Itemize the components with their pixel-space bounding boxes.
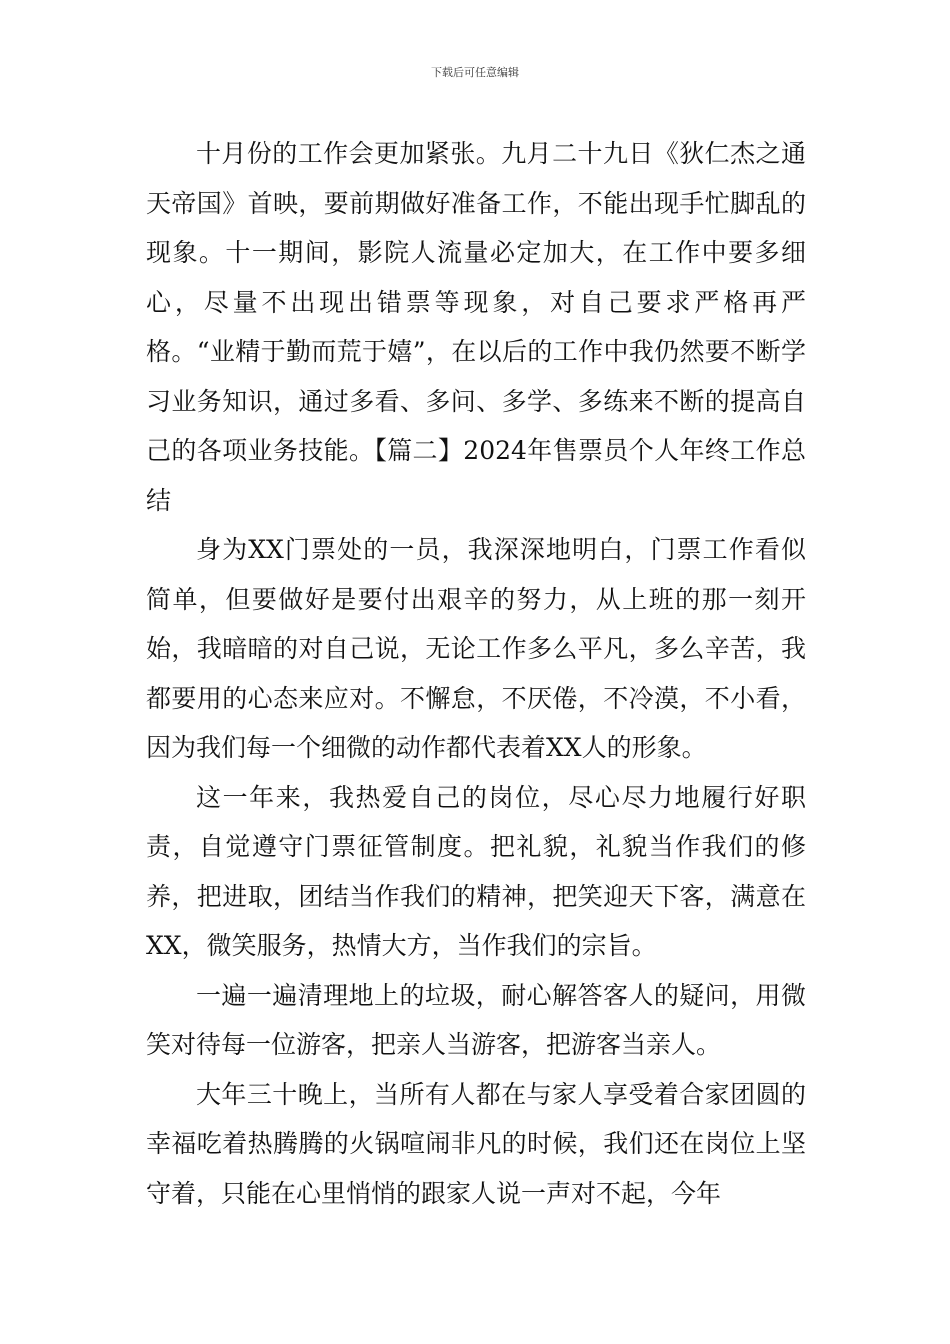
document-body	[146, 129, 806, 1218]
paragraph-4: 一遍一遍清理地上的垃圾，耐心解答客人的疑问，用微笑对待每一位游客，把亲人当游客，把游客当亲人。	[146, 980, 806, 1059]
paragraph-3: 这一年来，我热爱自己的岗位，尽心尽力地履行好职责，自觉遵守门票征管制度。把礼貌，礼貌当作我们的修养，把进取，团结当作我们的精神，把笑迎天下客，满意在XX，微笑服务，热情大方，当作我们的宗旨。	[146, 782, 806, 960]
paragraph-2: 身为XX门票处的一员，我深深地明白，门票工作看似简单，但要做好是要付出艰辛的努力，从上班的那一刻开始，我暗暗的对自己说，无论工作多么平凡，多么辛苦，我都要用的心态来应对。不懈怠，不厌倦，不冷漠，不小看，因为我们每一个细微的动作都代表着XX人的形象。	[146, 535, 806, 762]
paragraph-5: 大年三十晚上，当所有人都在与家人享受着合家团圆的幸福吃着热腾腾的火锅喧闹非凡的时候，我们还在岗位上坚守着，只能在心里悄悄的跟家人说一声对不起，今年	[146, 1079, 806, 1208]
page-header: 下载后可任意编辑	[431, 66, 519, 79]
paragraph-1: 十月份的工作会更加紧张。九月二十九日《狄仁杰之通天帝国》首映，要前期做好准备工作，不能出现手忙脚乱的现象。十一期间，影院人流量必定加大，在工作中要多细心，尽量不出现出错票等现象，对自己要求严格再严格。“业精于勤而荒于嬉”，在以后的工作中我仍然要不断学习业务知识，通过多看、多问、多学、多练来不断的提高自己的各项业务技能。【篇二】2024年售票员个人年终工作总结	[146, 139, 806, 515]
